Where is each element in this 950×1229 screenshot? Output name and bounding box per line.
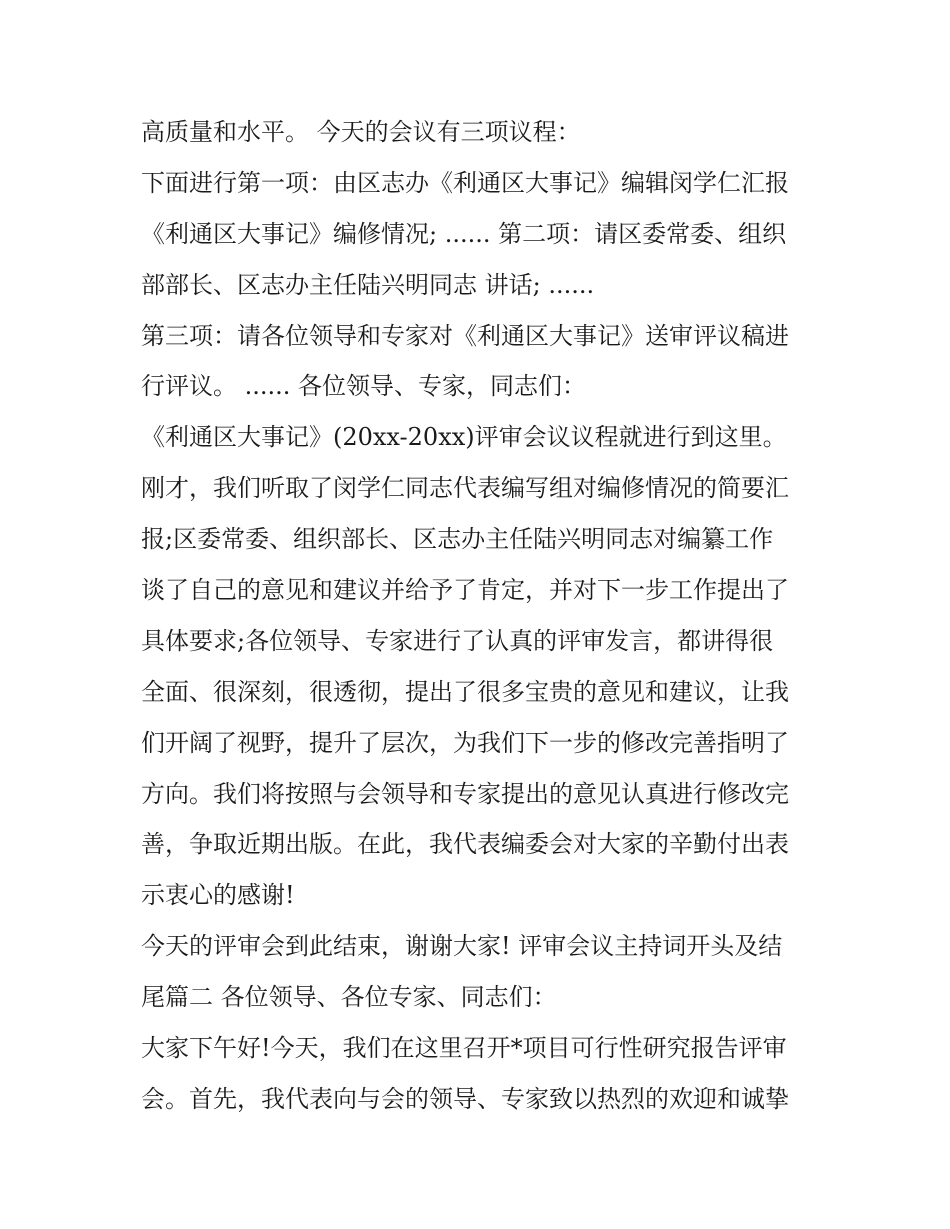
text-line: 大家下午好!今天，我们在这里召开*项目可行性研究报告评审 <box>141 1034 787 1063</box>
text-line: 《利通区大事记》编修情况; ...... 第二项：请区委常委、组织 <box>141 219 787 248</box>
text-line: 示衷心的感谢! <box>141 881 295 910</box>
text-line: 谈了自己的意见和建议并给予了肯定，并对下一步工作提出了 <box>141 576 789 605</box>
text-line: 尾篇二 各位领导、各位专家、同志们： <box>141 983 557 1012</box>
document-body <box>141 107 821 1125</box>
text-line: 报;区委常委、组织部长、区志办主任陆兴明同志对编纂工作 <box>141 525 774 554</box>
text-line: 今天的评审会到此结束，谢谢大家! 评审会议主持词开头及结 <box>141 932 783 961</box>
text-line: 第三项：请各位领导和专家对《利通区大事记》送审评议稿进 <box>141 321 789 350</box>
text-line: 全面、很深刻，很透彻，提出了很多宝贵的意见和建议，让我 <box>141 677 789 706</box>
text-line: 部部长、区志办主任陆兴明同志 讲话; ...... <box>141 270 595 299</box>
text-line: 具体要求;各位领导、专家进行了认真的评审发言，都讲得很 <box>141 626 774 655</box>
text-line: 高质量和水平。 今天的会议有三项议程： <box>141 118 581 146</box>
text-line: 善，争取近期出版。在此，我代表编委会对大家的辛勤付出表 <box>141 830 789 859</box>
text-line: 会。首先，我代表向与会的领导、专家致以热烈的欢迎和诚挚 <box>141 1084 789 1113</box>
text-line: 方向。我们将按照与会领导和专家提出的意见认真进行修改完 <box>141 779 789 808</box>
text-line: 刚才，我们听取了闵学仁同志代表编写组对编修情况的简要汇 <box>141 474 789 503</box>
text-line: 《利通区大事记》(20xx-20xx)评审会议议程就进行到这里。 <box>141 423 787 452</box>
text-line: 们开阔了视野，提升了层次，为我们下一步的修改完善指明了 <box>141 728 789 757</box>
text-line: 下面进行第一项：由区志办《利通区大事记》编辑闵学仁汇报 <box>141 168 789 197</box>
text-line: 行评议。 ...... 各位领导、专家，同志们： <box>141 372 587 401</box>
